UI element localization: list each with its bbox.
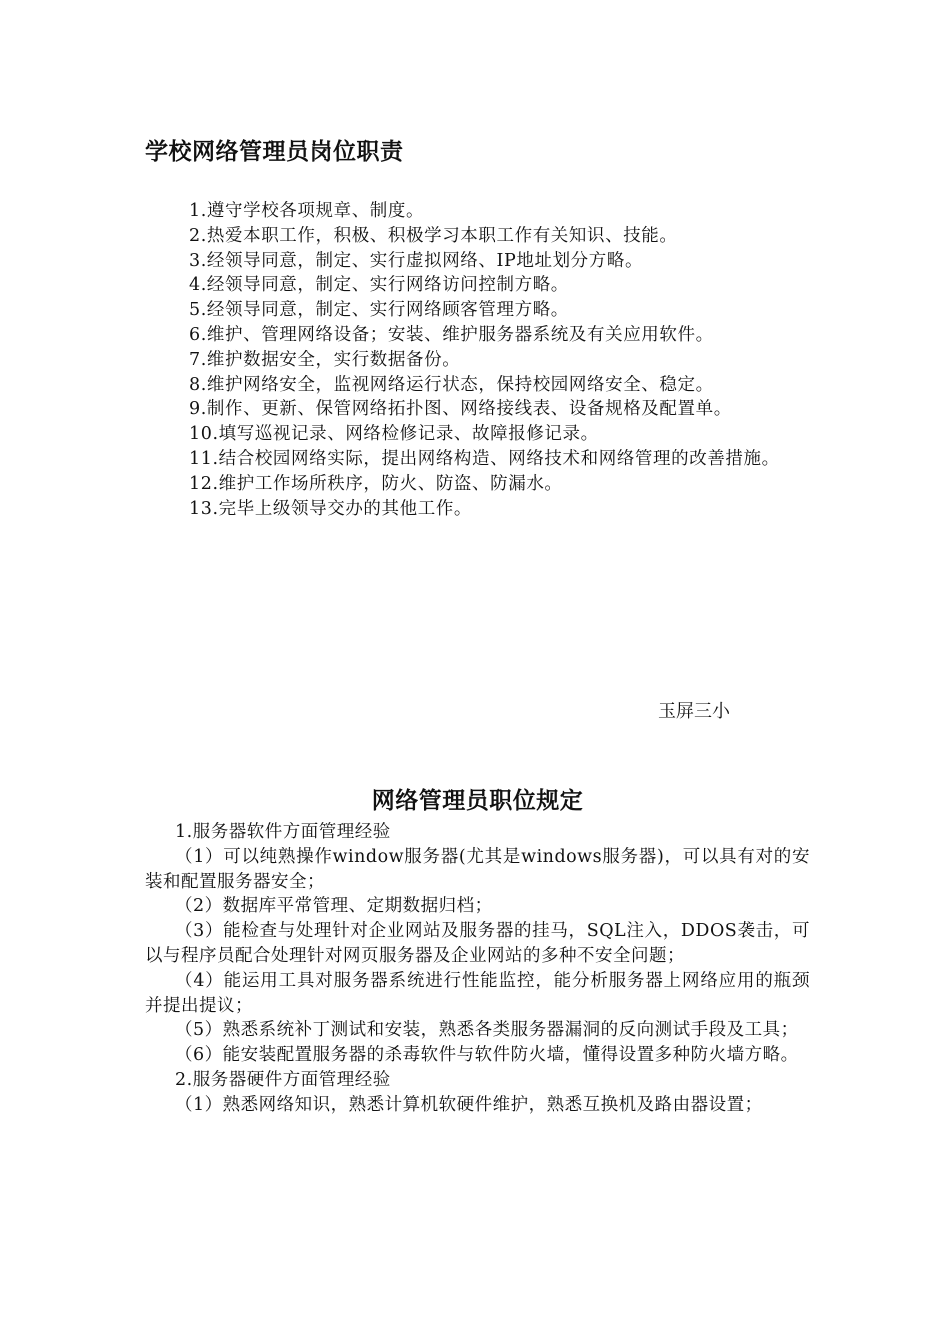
section2-paragraphs	[145, 820, 810, 1118]
list-item: 8.维护网络安全，监视网络运行状态，保持校园网络安全、稳定。	[189, 374, 714, 395]
list-item: 4.经领导同意，制定、实行网络访问控制方略。	[189, 275, 569, 296]
list-item: 12.维护工作场所秩序，防火、防盗、防漏水。	[189, 473, 563, 494]
paragraph: （6）能安装配置服务器的杀毒软件与软件防火墙，懂得设置多种防火墙方略。	[175, 1045, 799, 1066]
list-item: 1.遵守学校各项规章、制度。	[189, 201, 425, 221]
paragraph: （3）能检查与处理针对企业网站及服务器的挂马，SQL注入，DDOS袭击，可以与程序员配合处理针对网页服务器及企业网站的多种不安全问题；	[145, 921, 810, 966]
list-item: 13.完毕上级领导交办的其他工作。	[189, 498, 473, 519]
section1-title: 学校网络管理员岗位职责	[145, 139, 404, 165]
paragraph: （5）熟悉系统补丁测试和安装，熟悉各类服务器漏洞的反向测试手段及工具；	[175, 1020, 799, 1041]
section2-title: 网络管理员职位规定	[371, 788, 584, 814]
list-item: 11.结合校园网络实际，提出网络构造、网络技术和网络管理的改善措施。	[189, 448, 780, 469]
subsection-heading: 1.服务器软件方面管理经验	[175, 822, 391, 842]
list-item: 5.经领导同意，制定、实行网络顾客管理方略。	[189, 300, 569, 321]
list-item: 2.热爱本职工作，积极、积极学习本职工作有关知识、技能。	[189, 225, 678, 246]
signature: 玉屏三小	[658, 701, 730, 722]
paragraph: （1）可以纯熟操作window服务器(尤其是windows服务器)，可以具有对的安装和配置服务器安全；	[145, 846, 810, 892]
paragraph: （2）数据库平常管理、定期数据归档；	[175, 896, 493, 917]
list-item: 10.填写巡视记录、网络检修记录、故障报修记录。	[189, 424, 599, 445]
paragraph: （1）熟悉网络知识，熟悉计算机软硬件维护，熟悉互换机及路由器设置；	[175, 1094, 763, 1115]
list-item: 9.制作、更新、保管网络拓扑图、网络接线表、设备规格及配置单。	[189, 399, 732, 420]
paragraph: （4）能运用工具对服务器系统进行性能监控，能分析服务器上网络应用的瓶颈并提出提议；	[145, 970, 810, 1016]
subsection-heading: 2.服务器硬件方面管理经验	[175, 1069, 391, 1090]
list-item: 6.维护、管理网络设备；安装、维护服务器系统及有关应用软件。	[189, 324, 714, 345]
list-item: 7.维护数据安全，实行数据备份。	[189, 349, 461, 370]
section1-items	[145, 199, 810, 521]
list-item: 3.经领导同意，制定、实行虚拟网络、IP地址划分方略。	[189, 250, 644, 271]
